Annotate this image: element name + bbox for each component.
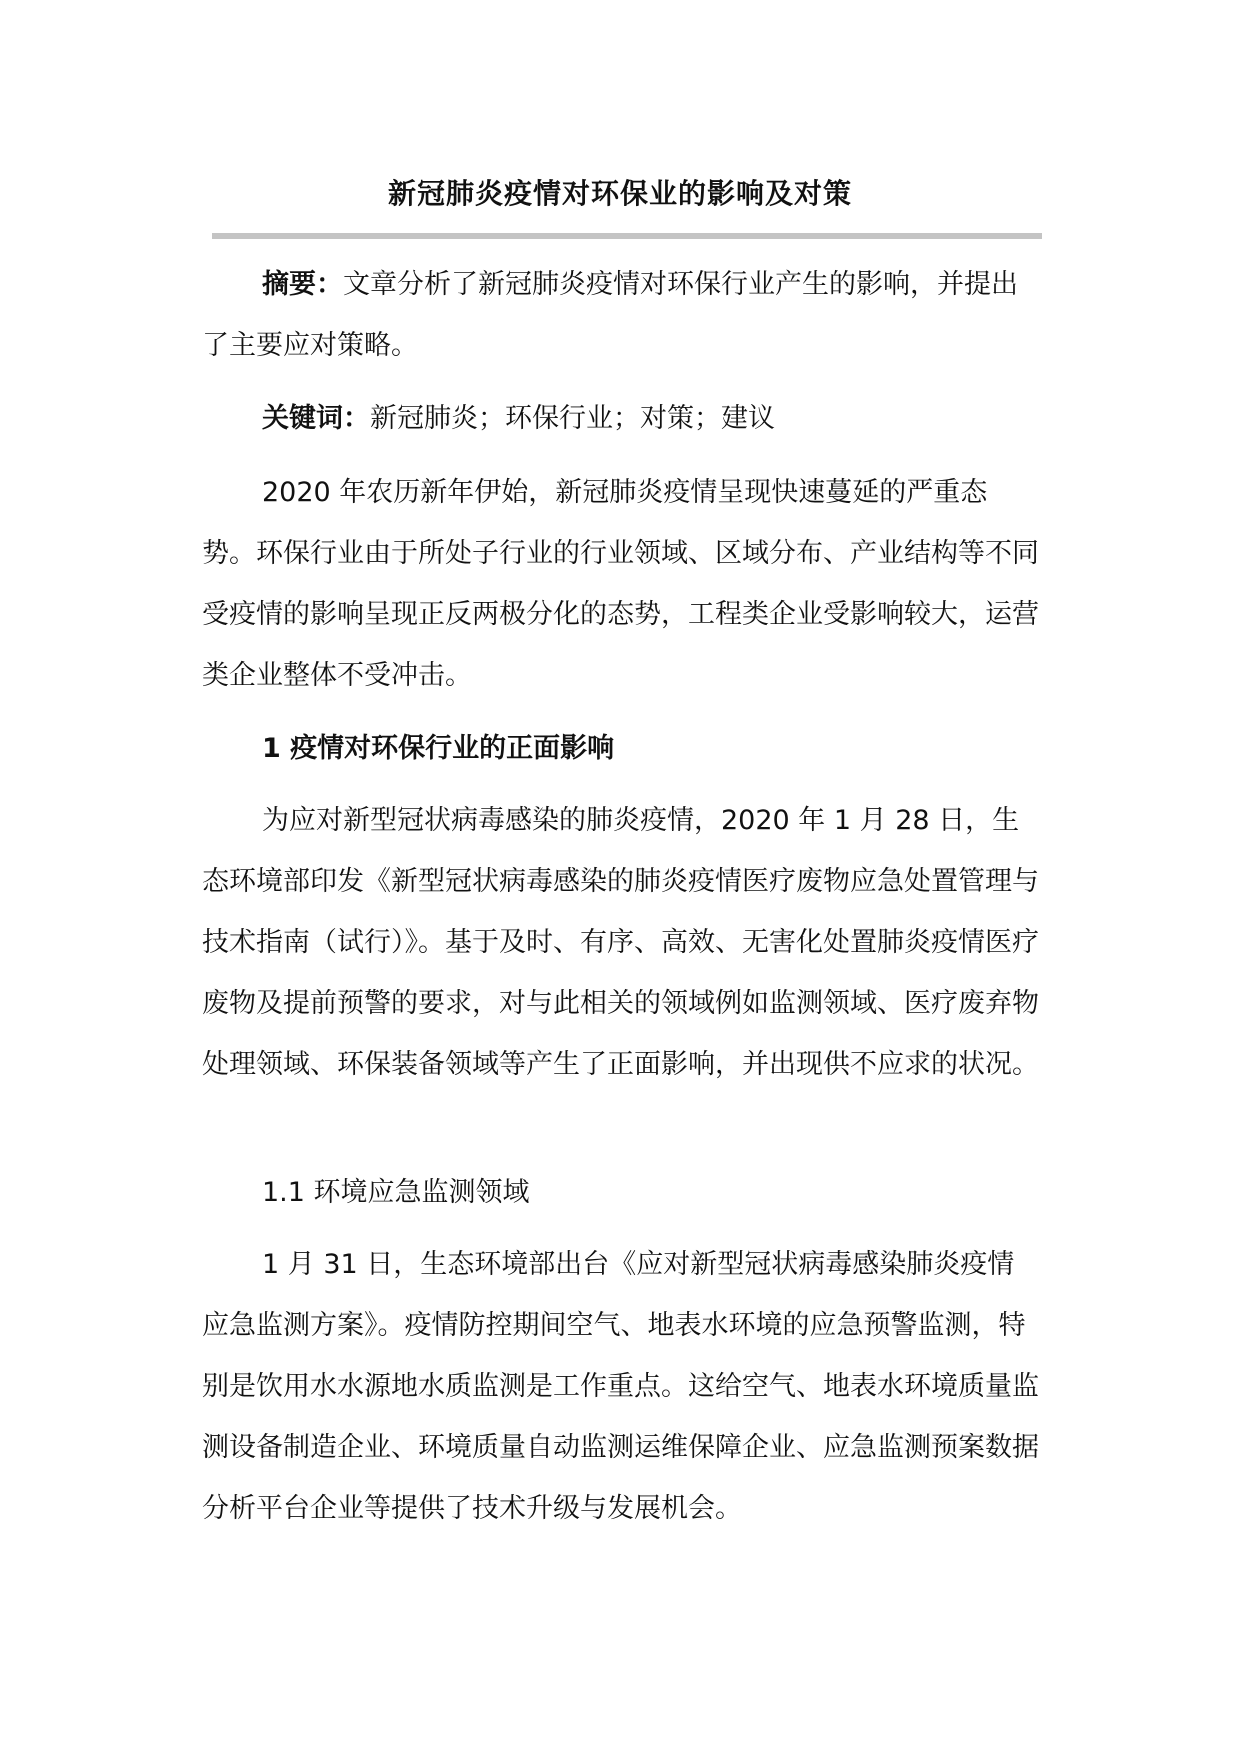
keywords-text: 新冠肺炎；环保行业；对策；建议 [370,403,775,434]
title-divider [212,233,1042,239]
section-1-heading: 1 疫情对环保行业的正面影响 [262,733,615,764]
section-1-paragraph: 为应对新型冠状病毒感染的肺炎疫情，2020 年 1 月 28 日，生态环境部印发《新型冠状病毒感染的肺炎疫情医疗废物应急处置管理与技术指南（试行）》。基于及时、有序、高效、无害化处置肺炎疫情医疗废物及提前预警的要求，对与此相关的领域例如监测领域、医疗废弃物处理领域、环保装备领域等产生了正面影响，并出现供不应求的状况。 [202,805,1039,1080]
document-title: 新冠肺炎疫情对环保业的影响及对策 [387,177,852,210]
keywords-paragraph [202,388,1040,449]
intro-paragraph: 2020 年农历新年伊始，新冠肺炎疫情呈现快速蔓延的严重态势。环保行业由于所处子行业的行业领域、区域分布、产业结构等不同受疫情的影响呈现正反两极分化的态势，工程类企业受影响较大，运营类企业整体不受冲击。 [202,477,1039,691]
keywords-label: 关键词： [262,403,370,434]
abstract-label: 摘要： [262,269,343,300]
abstract-text: 文章分析了新冠肺炎疫情对环保行业产生的影响，并提出了主要应对策略。 [202,269,1018,361]
section-1-1-paragraph: 1 月 31 日，生态环境部出台《应对新型冠状病毒感染肺炎疫情应急监测方案》。疫情防控期间空气、地表水环境的应急预警监测，特别是饮用水水源地水质监测是工作重点。这给空气、地表水环境质量监测设备制造企业、环境质量自动监测运维保障企业、应急监测预案数据分析平台企业等提供了技术升级与发展机会。 [202,1249,1039,1524]
section-1-1-heading: 1.1 环境应急监测领域 [262,1177,530,1208]
abstract-paragraph [202,254,1040,376]
